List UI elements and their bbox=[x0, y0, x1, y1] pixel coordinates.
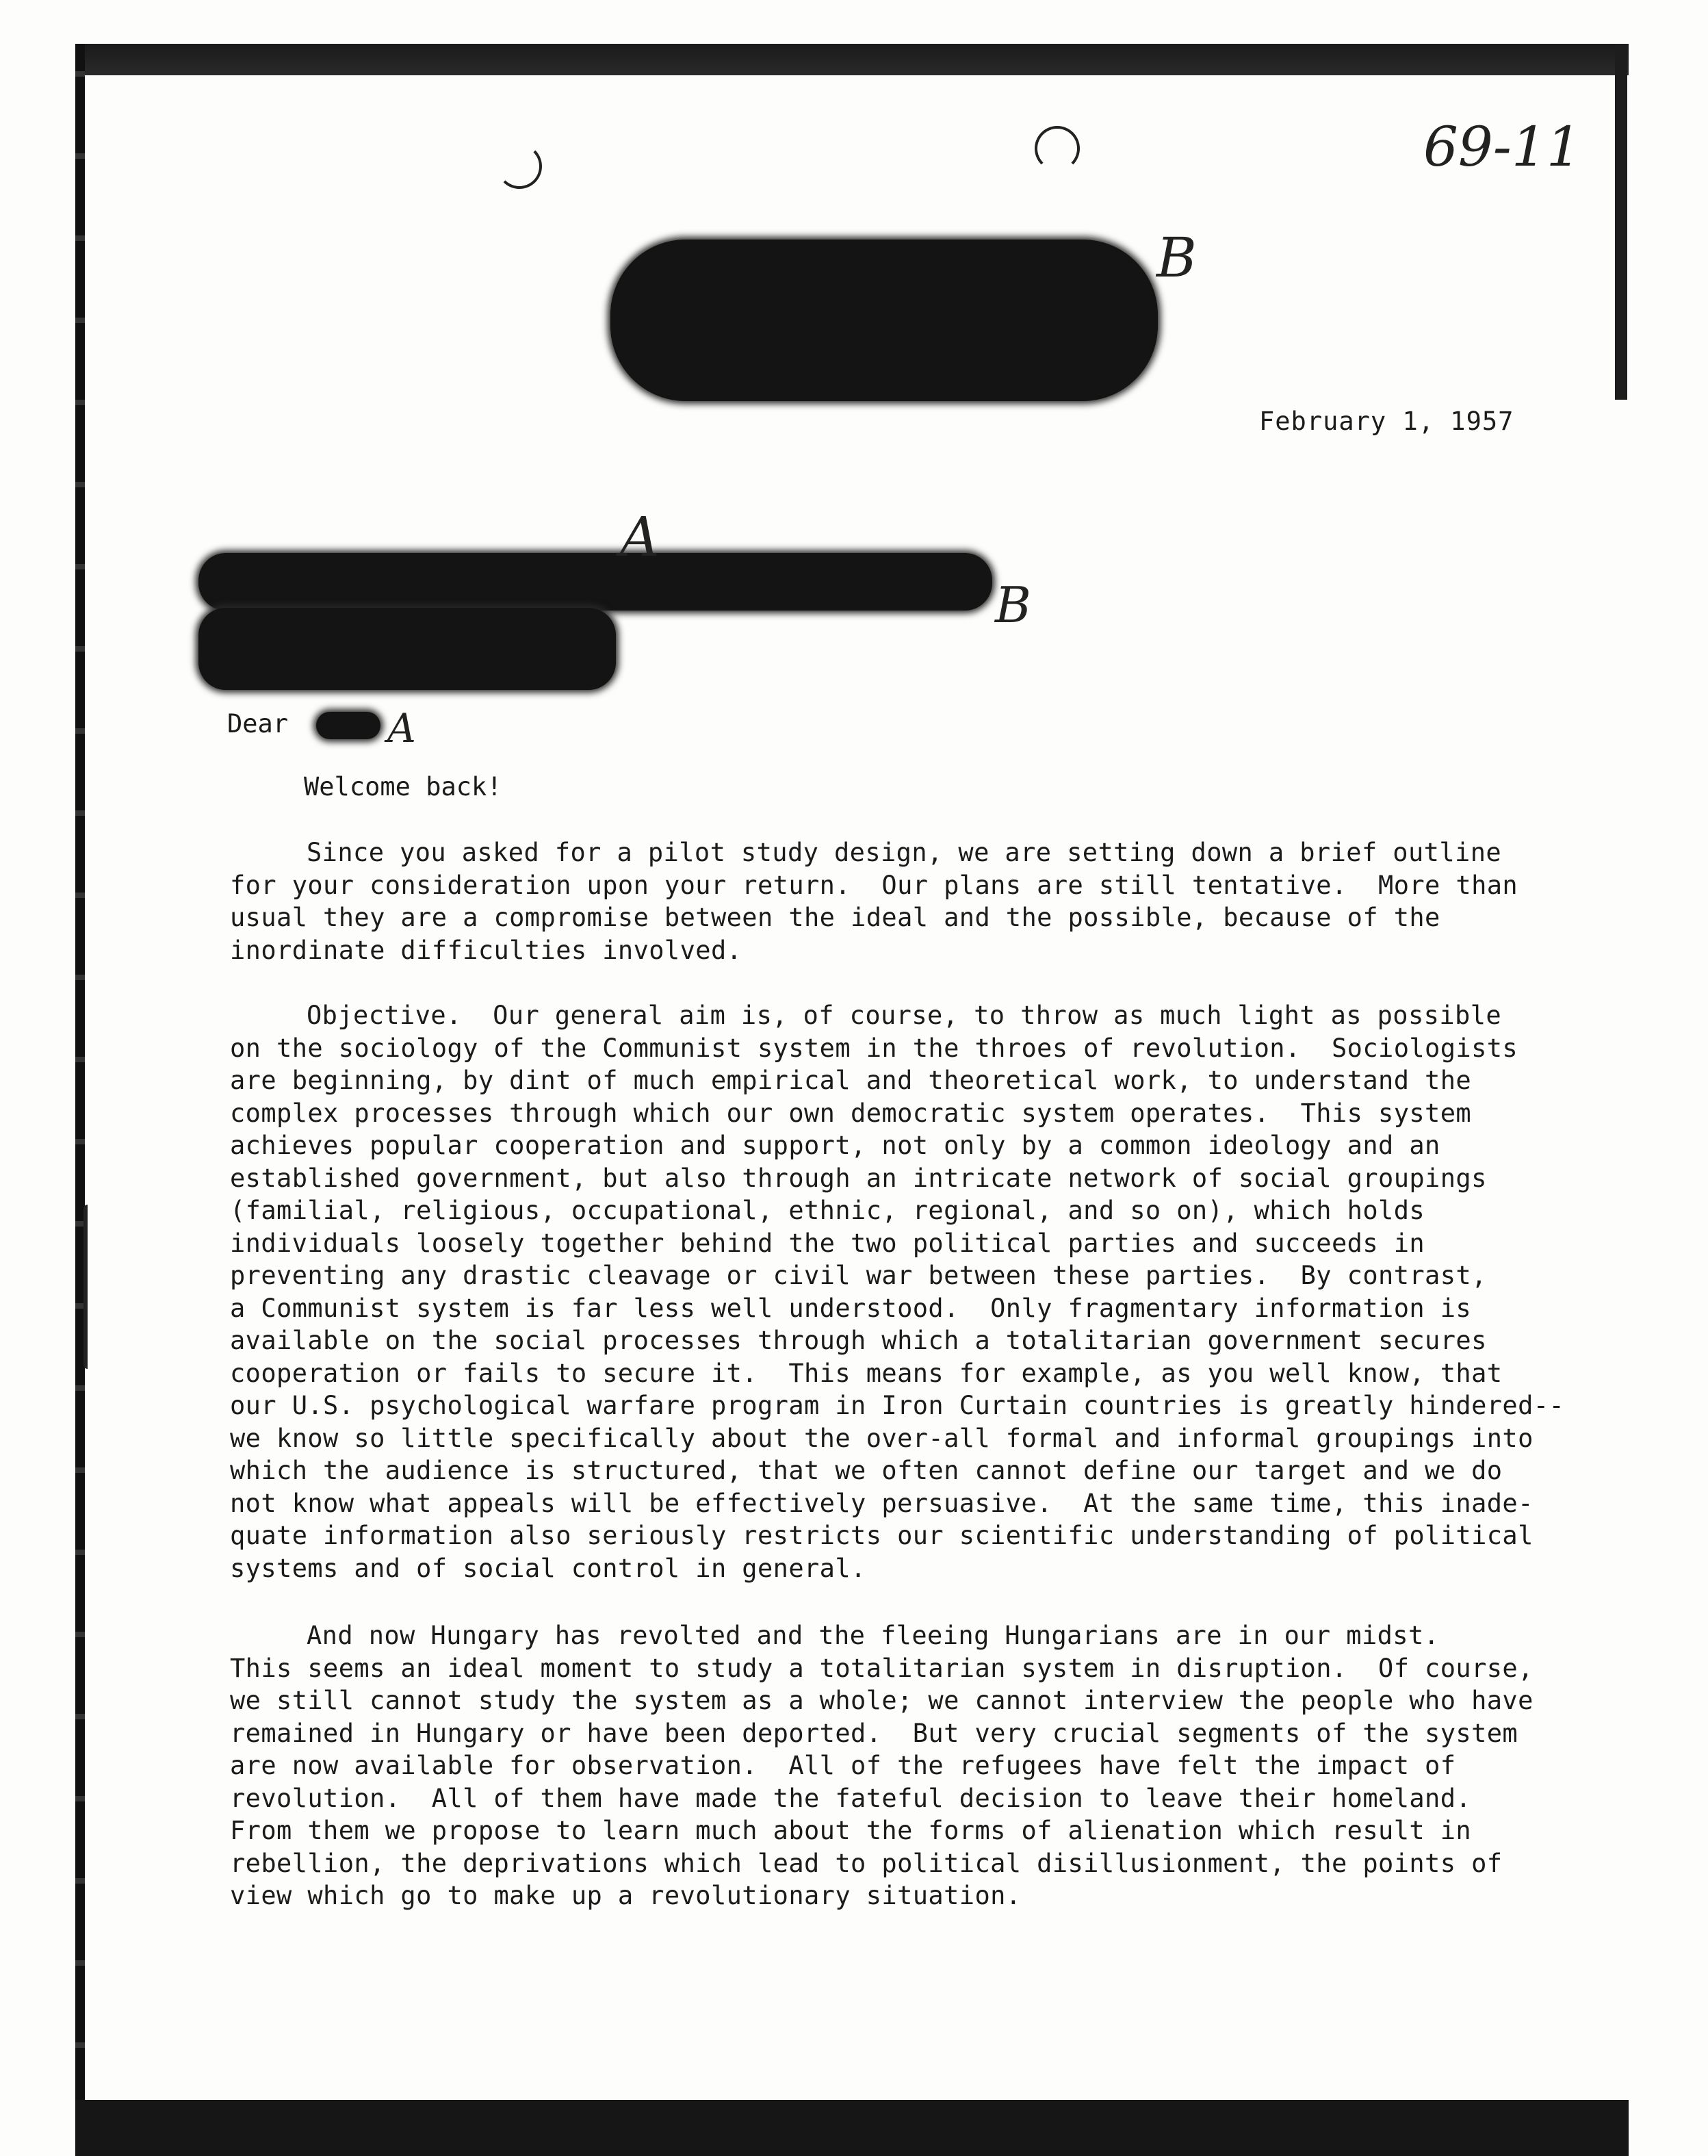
text-line: we still cannot study the system as a whole; we cannot interview the people who have bbox=[230, 1686, 1534, 1715]
text-line: individuals loosely together behind the two political parties and succeeds in bbox=[230, 1228, 1425, 1258]
text-line: our U.S. psychological warfare program in Iron Curtain countries is greatly hindered-- bbox=[230, 1391, 1565, 1420]
text-line: systems and of social control in general. bbox=[230, 1553, 866, 1583]
text-line: usual they are a compromise between the ideal and the possible, because of the bbox=[230, 903, 1440, 932]
text-line: remained in Hungary or have been deported. But very crucial segments of the system bbox=[230, 1718, 1518, 1748]
text-line: complex processes through which our own democratic system operates. This system bbox=[230, 1098, 1472, 1128]
scan-border-left bbox=[75, 44, 85, 2156]
text-line: quate information also seriously restricts our scientific understanding of political bbox=[230, 1521, 1534, 1550]
text-line: view which go to make up a revolutionary situation. bbox=[230, 1881, 1022, 1910]
redacted-header bbox=[610, 240, 1158, 401]
text-line: And now Hungary has revolted and the fleeing Hungarians are in our midst. bbox=[307, 1621, 1440, 1650]
text-line: rebellion, the deprivations which lead to political disillusionment, the points of bbox=[230, 1848, 1503, 1878]
redacted-address-line-2 bbox=[198, 608, 616, 690]
redacted-address-line-1 bbox=[198, 553, 992, 611]
text-line: which the audience is structured, that we often cannot define our target and we do bbox=[230, 1456, 1503, 1485]
text-line: we know so little specifically about the over-all formal and informal groupings into bbox=[230, 1423, 1534, 1453]
redacted-salutation-name bbox=[316, 712, 380, 739]
text-line: From them we propose to learn much about the forms of alienation which result in bbox=[230, 1816, 1472, 1845]
text-line: Since you asked for a pilot study design, we are setting down a brief outline bbox=[307, 838, 1502, 867]
paragraph-objective bbox=[230, 999, 1633, 1584]
redaction-mark-address-b: B bbox=[995, 576, 1031, 634]
text-line: not know what appeals will be effectively persuasive. At the same time, this inade- bbox=[230, 1488, 1534, 1518]
document-number: 69-11 bbox=[1423, 115, 1581, 179]
text-line: This seems an ideal moment to study a totalitarian system in disruption. Of course, bbox=[230, 1653, 1534, 1683]
punch-hole-right bbox=[1035, 126, 1080, 171]
text-line: a Communist system is far less well understood. Only fragmentary information is bbox=[230, 1293, 1472, 1323]
redaction-mark-header: B bbox=[1156, 226, 1197, 290]
welcome-line: Welcome back! bbox=[304, 772, 502, 801]
text-line: cooperation or fails to secure it. This means for example, as you well know, that bbox=[230, 1358, 1503, 1388]
redaction-mark-salutation: A bbox=[387, 705, 416, 752]
paragraph-intro bbox=[230, 836, 1633, 966]
text-line: established government, but also through an intricate network of social groupings bbox=[230, 1163, 1487, 1193]
text-line: on the sociology of the Communist system in the throes of revolution. Sociologists bbox=[230, 1033, 1518, 1063]
scan-border-top bbox=[75, 44, 1629, 75]
letter-date: February 1, 1957 bbox=[1259, 407, 1514, 436]
text-line: available on the social processes through which a totalitarian government secures bbox=[230, 1326, 1487, 1355]
paragraph-hungary bbox=[230, 1619, 1633, 1912]
text-line: inordinate difficulties involved. bbox=[230, 935, 742, 965]
scan-border-right bbox=[1615, 44, 1627, 400]
text-line: revolution. All of them have made the fateful decision to leave their homeland. bbox=[230, 1783, 1472, 1813]
punch-hole-left bbox=[497, 144, 542, 189]
binder-clip-mark bbox=[83, 1205, 104, 1369]
redaction-mark-address-a: A bbox=[620, 505, 660, 569]
text-line: Objective. Our general aim is, of course, to throw as much light as possible bbox=[307, 1001, 1502, 1030]
scan-border-bottom bbox=[75, 2100, 1629, 2156]
text-line: are beginning, by dint of much empirical and theoretical work, to understand the bbox=[230, 1066, 1472, 1095]
text-line: for your consideration upon your return. Our plans are still tentative. More than bbox=[230, 870, 1518, 900]
text-line: achieves popular cooperation and support, not only by a common ideology and an bbox=[230, 1131, 1440, 1160]
salutation-text: Dear bbox=[227, 709, 289, 739]
text-line: preventing any drastic cleavage or civil war between these parties. By contrast, bbox=[230, 1261, 1487, 1290]
text-line: are now available for observation. All of the refugees have felt the impact of bbox=[230, 1751, 1456, 1780]
text-line: (familial, religious, occupational, ethnic, regional, and so on), which holds bbox=[230, 1196, 1425, 1225]
salutation bbox=[227, 709, 288, 739]
